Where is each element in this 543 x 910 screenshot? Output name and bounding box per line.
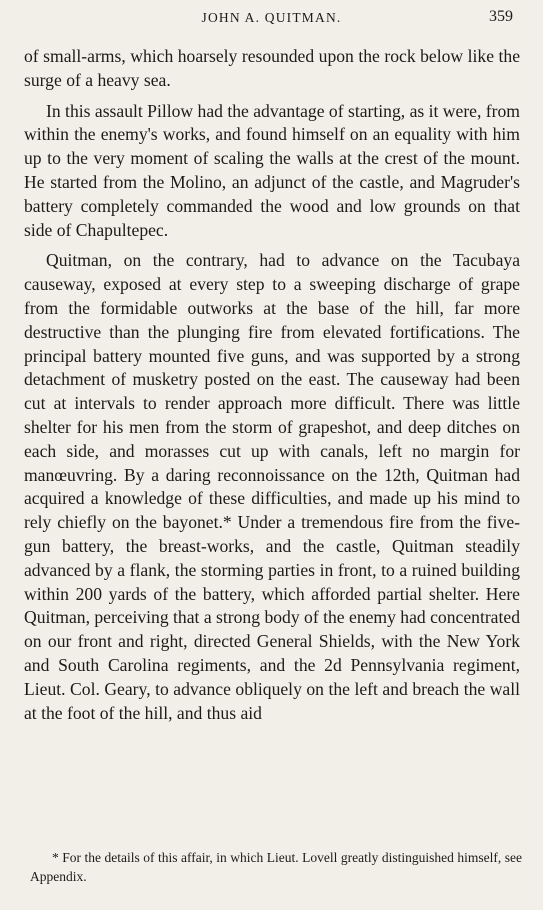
body-text bbox=[24, 45, 520, 732]
footnote: * For the details of this affair, in which Lieut. Lovell greatly distinguished himself, see Appendix. bbox=[30, 850, 522, 884]
page-number: 359 bbox=[489, 8, 513, 25]
running-title: JOHN A. QUITMAN. bbox=[201, 10, 342, 25]
running-head bbox=[0, 8, 543, 28]
paragraph-pillow-assault: In this assault Pillow had the advantage of starting, as it were, from within the enemy's works, and found himself on an equality with him up to the very moment of scaling the walls at the crest of the mount. He started from the Molino, an adjunct of the castle, and Magruder's battery completely commanded the wood and low grounds on that side of Chapultepec. bbox=[24, 100, 520, 240]
paragraph-quitman-advance: Quitman, on the contrary, had to advance on the Tacubaya causeway, exposed at every step to a sweeping discharge of grape from the formidable outworks at the base of the hill, far more destructive than the plunging fire from elevated fortifications. The principal battery mounted five guns, and was supported by a strong detachment of musketry posted on the east. The causeway had been cut at intervals to render approach more difficult. There was little shelter for his men from the storm of grapeshot, and deep ditches on each side, and morasses cut up with canals, left no margin for manœuvring. By a daring reconnoissance on the 12th, Quitman had acquired a knowledge of these difficulties, and made up his mind to rely chiefly on the bayonet.* Under a tremendous fire from the five-gun battery, the breast-works, and the castle, Quitman steadily advanced by a flank, the storming parties in front, to a ruined building within 200 yards of the battery, which afforded partial shelter. Here Quitman, perceiving that a strong body of the enemy had concentrated on our front and right, directed General Shields, with the New York and South Carolina regiments, and the 2d Pennsylvania regiment, Lieut. Col. Geary, to advance obliquely on the left and breach the wall at the foot of the hill, and thus aid bbox=[24, 250, 520, 723]
paragraph-continuation: of small-arms, which hoarsely resounded upon the rock below like the surge of a heavy sea. bbox=[24, 46, 520, 90]
